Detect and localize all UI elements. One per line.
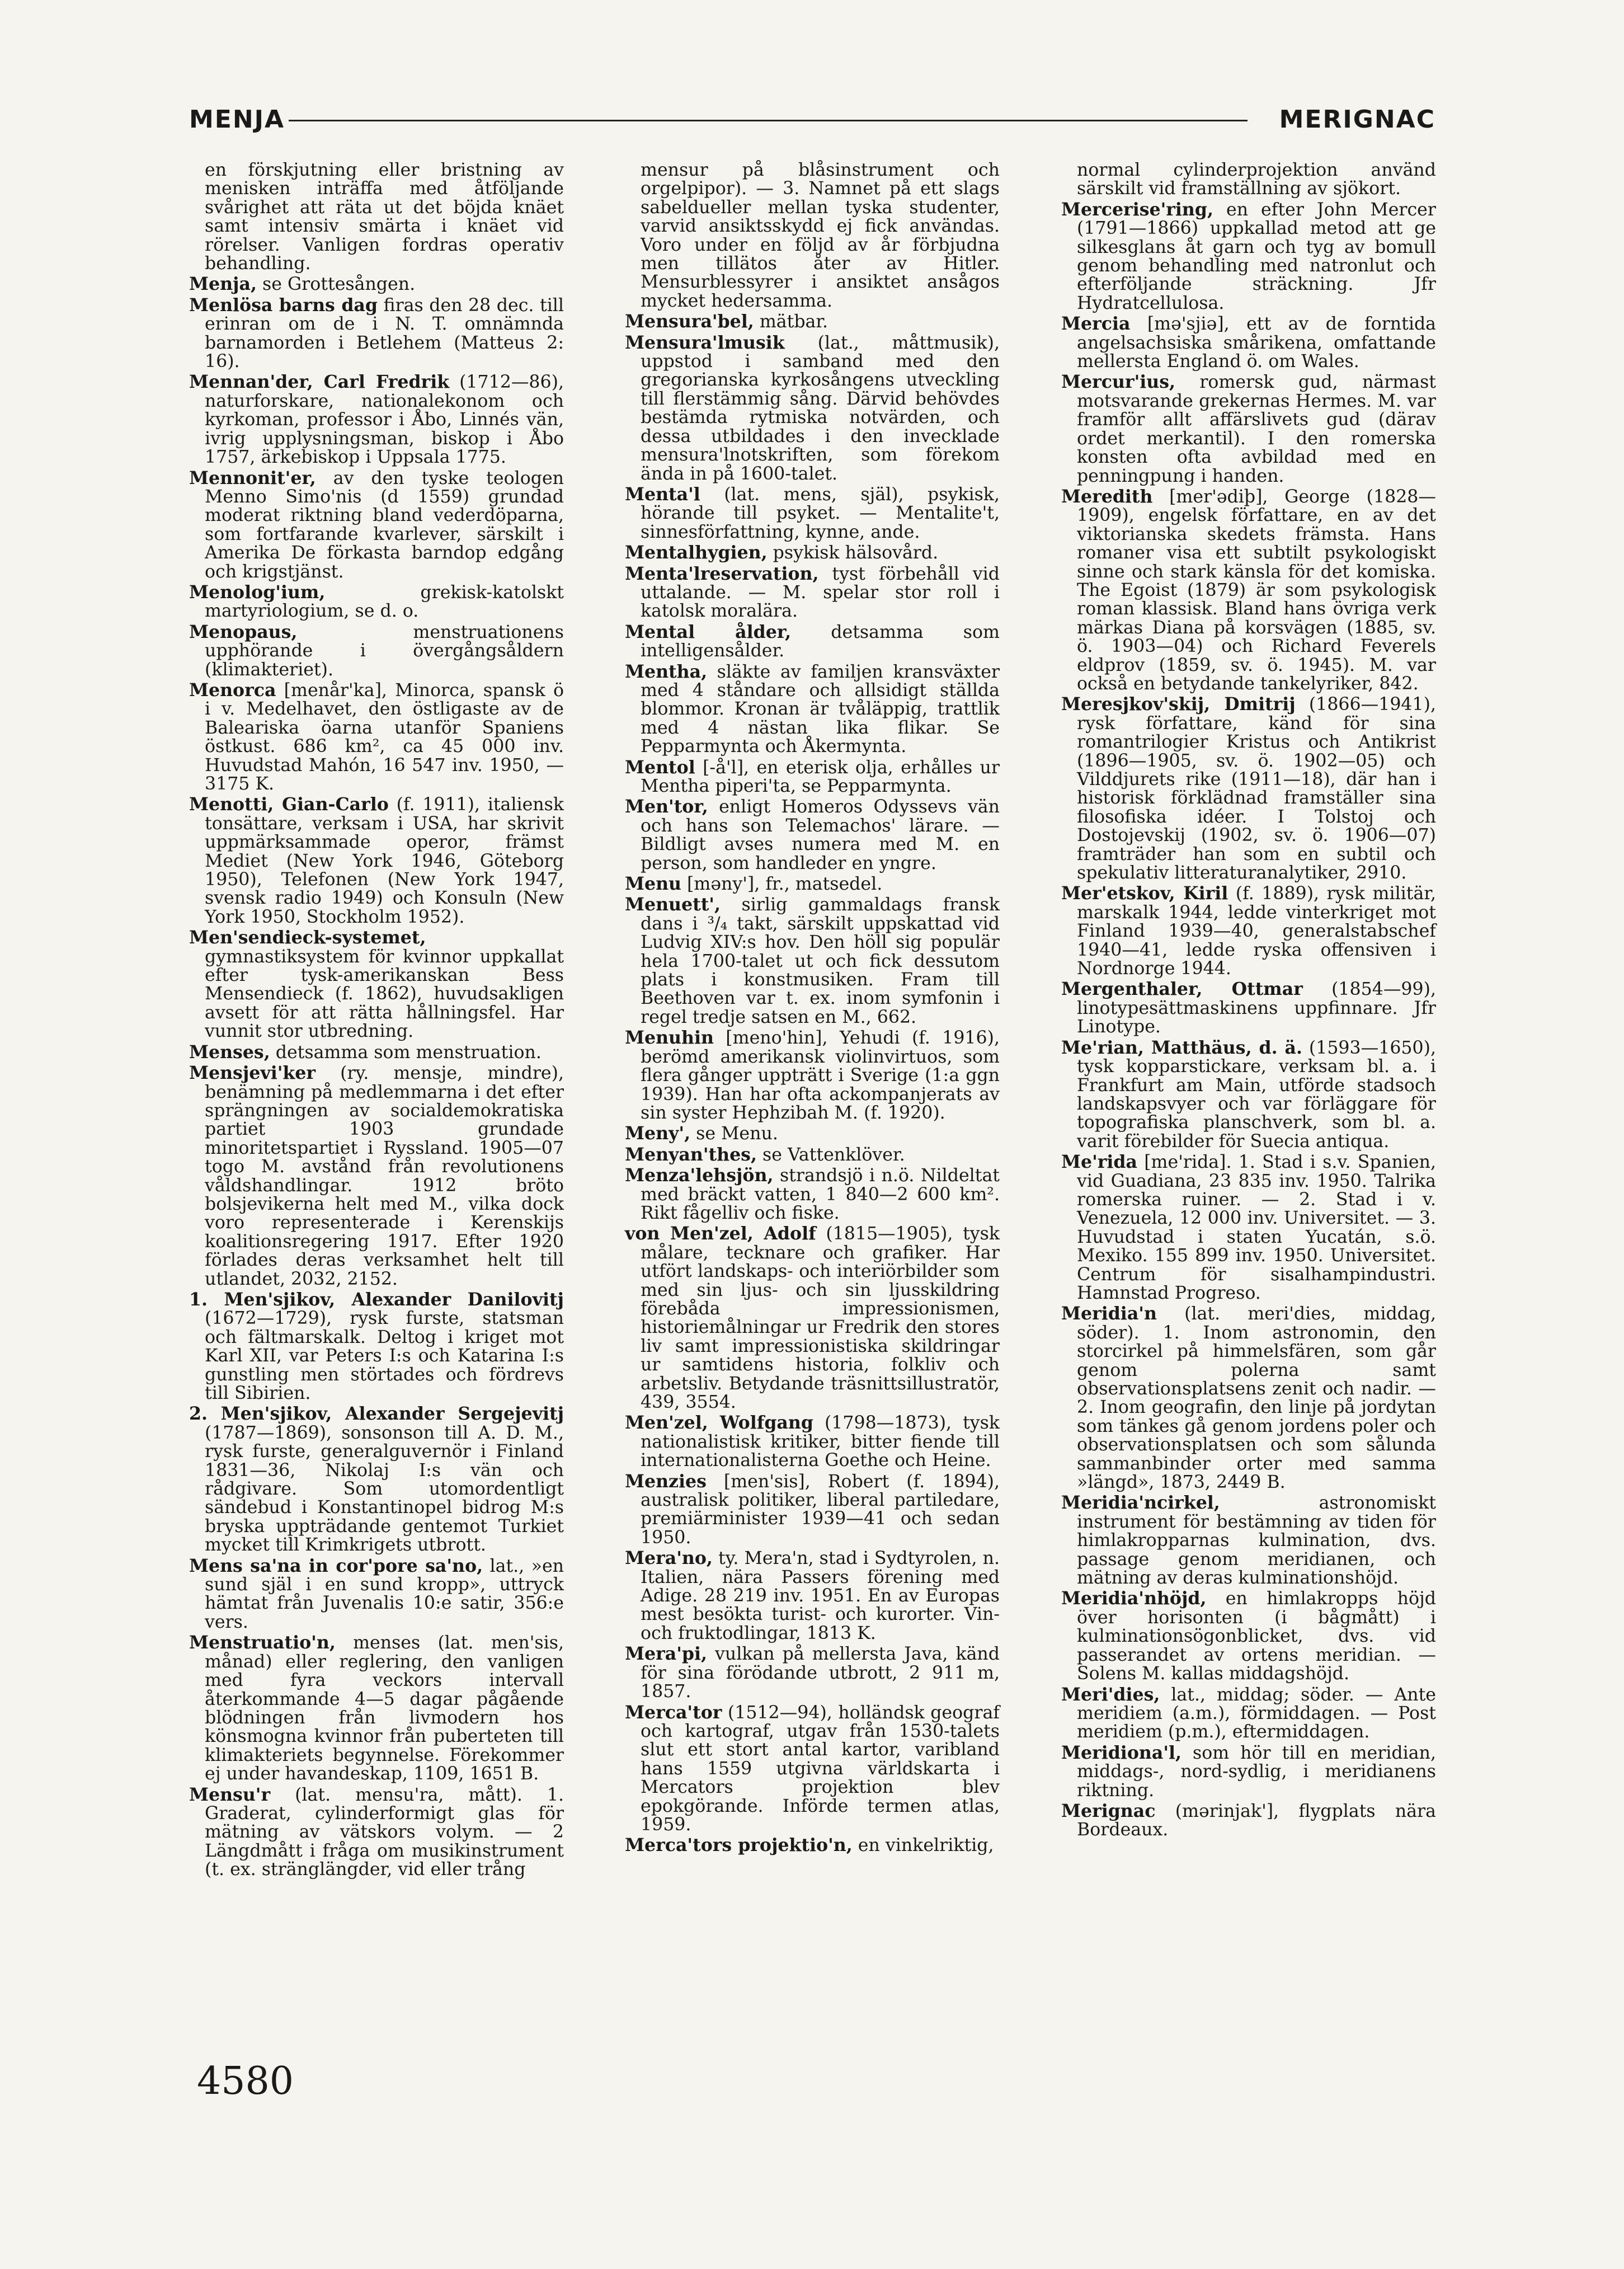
entry-text: (1854—99), linotypesättmaskinens uppfinnare. Jfr Linotype.: [1077, 979, 1436, 1037]
entry-headword: Menolog'ium,: [189, 581, 326, 603]
dictionary-entry: [625, 1549, 1000, 1643]
dictionary-entry: [625, 1224, 1000, 1412]
column-right: [1061, 161, 1436, 1841]
entry-headword: Meri'dies,: [1061, 1684, 1160, 1705]
entry-text: (1866—1941), rysk författare, känd för sina romantrilogier Kristus och Antikrist (1896—1905, sv. ö. 1902—05) och Vilddjurets rike (1911—18), där han i historisk förklädnad framställer sina filosofiska idéer. I Tolstoj och Dostojevskij (1902, sv. ö. 1906—07) framträder han som en subtil och spekulativ litteraturanalytiker, 2910.: [1077, 694, 1436, 884]
entry-text: (1672—1729), rysk furste, statsman och fältmarskalk. Deltog i kriget mot Karl XII, var Peters I:s och Katarina I:s gunstling men störtades och fördrevs till Sibirien.: [205, 1308, 564, 1403]
entry-headword: Meny',: [625, 1123, 691, 1144]
entry-headword: Merca'tor: [625, 1702, 722, 1723]
entry-headword: Merca'tors projektio'n,: [625, 1835, 853, 1856]
dictionary-entry: [1061, 1153, 1436, 1303]
dictionary-entry: [625, 1413, 1000, 1470]
entry-headword: Mennonit'er,: [189, 467, 316, 488]
entry-headword: von Men'zel, Adolf: [625, 1223, 816, 1244]
entry-text: firas den 28 dec. till erinran om de i N. T. omnämnda barnamorden i Betlehem (Matteus 2: 16).: [205, 295, 564, 372]
dictionary-entry: [1061, 1802, 1436, 1840]
dictionary-entry: [625, 543, 1000, 562]
entry-headword: 2. Men'sjikov, Alexander Sergejevitj: [189, 1403, 564, 1425]
dictionary-entry: [625, 1166, 1000, 1223]
entry-headword: Men'zel, Wolfgang: [625, 1412, 813, 1434]
header-rule: [289, 120, 1248, 121]
entry-headword: Menotti, Gian-Carlo: [189, 794, 389, 815]
entry-text: [me'rida]. 1. Stad i s.v. Spanien, vid Guadiana, 23 835 inv. 1950. Talrika romerska ruiner. — 2. Stad i v. Venezuela, 12 000 inv. Universitet. — 3. Huvudstad i staten Yucatán, s.ö. Mexiko. 155 899 inv. 1950. Universitet. Centrum för sisalhampindustri. Hamnstad Progreso.: [1077, 1152, 1436, 1303]
dictionary-entry: [189, 161, 564, 273]
dictionary-entry: [189, 795, 564, 927]
dictionary-entry: [625, 312, 1000, 331]
dictionary-entry: [189, 1043, 564, 1062]
entry-text: (1798—1873), tysk nationalistisk kritiker, bitter fiende till internationalisterna Goethe och Heine.: [641, 1413, 1000, 1471]
entry-text: se Grottesången.: [256, 274, 416, 295]
entry-text: astronomiskt instrument för bestämning av tiden för himlakropparnas kulmination, dvs. passage genom meridianen, och mätning av deras kulminationshöjd.: [1077, 1493, 1436, 1589]
entry-text: detsamma som intelligensålder.: [641, 622, 1000, 661]
entry-text: lat., middag; söder. — Ante meridiem (a.m.), förmiddagen. — Post meridiem (p.m.), eftermiddagen.: [1077, 1684, 1436, 1742]
entry-text: se Vattenklöver.: [756, 1144, 905, 1165]
entry-headword: Menuhin: [625, 1027, 714, 1049]
entry-headword: Meridiona'l,: [1061, 1742, 1182, 1763]
entry-text: ty. Mera'n, stad i Sydtyrolen, n. Italien, nära Passers förening med Adige. 28 219 inv. 1951. En av Europas mest besökta turist- och kurorter. Vin- och fruktodlingar, 1813 K.: [641, 1548, 1000, 1643]
dictionary-entry: [625, 333, 1000, 483]
dictionary-entry: [189, 1786, 564, 1880]
entry-headword: Menzies: [625, 1471, 707, 1492]
entry-headword: Meresjkov'skij, Dmitrij: [1061, 694, 1296, 715]
entry-text: menses (lat. men'sis, månad) eller reglering, den vanligen med fyra veckors intervall återkommande 4—5 dagar pågående blödningen från livmodern hos könsmogna kvinnor från puberteten till klimakteriets begynnelse. Förekommer ej under havandeskap, 1109, 1651 B.: [205, 1633, 564, 1784]
entry-headword: Merignac: [1061, 1800, 1156, 1821]
entry-text: lat., »en sund själ i en sund kropp», uttryck hämtat från Juvenalis 10:e satir, 356:e vers.: [205, 1556, 564, 1632]
dictionary-entry: [1061, 200, 1436, 313]
dictionary-entry: [1061, 1493, 1436, 1587]
entry-headword: Mercia: [1061, 313, 1131, 335]
entry-text: (mərinjak'], flygplats nära Bordeaux.: [1077, 1801, 1436, 1840]
dictionary-entry: [625, 1145, 1000, 1164]
running-header: [189, 103, 1435, 137]
entry-text: av den tyske teologen Menno Simo'nis (d 1559) grundad moderat riktning bland vederdöparna, som fortfarande kvarlever, särskilt i Amerika De förkasta barndop edgång och krigstjänst.: [205, 468, 564, 582]
dictionary-entry: [189, 583, 564, 621]
entry-text: romersk gud, närmast motsvarande grekernas Hermes. M. var framför allt affärslivets gud (därav ordet merkantil). I den romerska konsten ofta avbildad med en penningpung i handen.: [1077, 372, 1436, 486]
entry-headword: Menuett',: [625, 894, 721, 915]
entry-headword: Mer'etskov, Kiril: [1061, 883, 1228, 904]
entry-headword: Meridia'n: [1061, 1303, 1157, 1324]
dictionary-entry: [1061, 884, 1436, 978]
entry-headword: Menlösa barns dag: [189, 294, 378, 316]
entry-headword: Me'rian, Matthäus, d. ä.: [1061, 1037, 1302, 1058]
entry-text: mensur på blåsinstrument och orgelpipor). — 3. Namnet på ett slags sabeldueller mellan tyska studenter, varvid ansiktsskydd ej fick användas. Voro under en följd av år förbjudna men tillätos åter av Hitler. Mensurblessyrer i ansiktet ansågos mycket hedersamma.: [641, 160, 1000, 311]
entry-text: enligt Homeros Odyssevs vän och hans son Telemachos' lärare. — Bildligt avses numera med M. en person, som handleder en yngre.: [641, 797, 1000, 873]
dictionary-entry: [189, 681, 564, 793]
entry-headword: Mentha,: [625, 661, 708, 682]
dictionary-entry: [625, 663, 1000, 757]
entry-text: [menår'ka], Minorca, spansk ö i v. Medelhavet, den östligaste av de Baleariska öarna utanför Spaniens östkust. 686 km², ca 45 000 inv. Huvudstad Mahón, 16 547 inv. 1950, — 3175 K.: [205, 680, 564, 794]
dictionary-entry: [1061, 487, 1436, 693]
entry-text: psykisk hälsovård.: [767, 543, 939, 563]
dictionary-entry: [189, 1633, 564, 1783]
entry-headword: Menstruatio'n,: [189, 1632, 336, 1653]
entry-headword: Mera'pi,: [625, 1643, 707, 1665]
dictionary-entry: [189, 623, 564, 679]
header-left-word: MENJA: [189, 105, 285, 134]
entry-headword: Mennan'der, Carl Fredrik: [189, 372, 450, 393]
dictionary-entry: [1061, 1744, 1436, 1800]
entry-headword: Menta'l: [625, 483, 700, 505]
entry-text: tyst förbehåll vid uttalande. — M. spelar stor roll i katolsk moralära.: [641, 563, 1000, 622]
entry-text: sirlig gammaldags fransk dans i ³/₄ takt, särskilt uppskattad vid Ludvig XIV:s hov. Den höll sig populär hela 1700-talet ut och fick dessutom plats i konstmusiken. Fram till Beethoven var t. ex. inom symfonin i regel tredje satsen en M., 662.: [641, 895, 1000, 1027]
entry-headword: Meridia'nhöjd,: [1061, 1588, 1207, 1609]
entry-text: normal cylinderprojektion använd särskilt vid framställning av sjökort.: [1077, 160, 1436, 199]
entry-text: en vinkelriktig,: [852, 1835, 994, 1856]
entry-text: [mə'sjiə], ett av de forntida angelsachsiska smårikena, omfattande mellersta England ö. om Wales.: [1077, 314, 1436, 372]
entry-text: (1593—1650), tysk kopparstickare, verksam bl. a. i Frankfurt am Main, utförde stadsoch landskapsvyer och var förläggare för topografiska planschverk, som bl. a. varit förebilder för Suecia antiqua.: [1077, 1037, 1436, 1152]
entry-text: en förskjutning eller bristning av menisken inträffa med åtföljande svårighet att räta ut det böjda knäet samt intensiv smärta i knäet vid rörelser. Vanligen fordras operativ behandling.: [205, 160, 564, 274]
entry-headword: Mera'no,: [625, 1548, 713, 1569]
entry-headword: Mensura'bel,: [625, 311, 754, 332]
column-middle: [625, 161, 1000, 1857]
entry-headword: Menses,: [189, 1041, 270, 1063]
entry-text: menstruationens upphörande i övergångsåldern (klimakteriet).: [205, 622, 564, 680]
dictionary-entry: [625, 875, 1000, 894]
entry-headword: Mental ålder,: [625, 621, 792, 642]
entry-headword: Menja,: [189, 274, 257, 295]
dictionary-entry: [625, 1836, 1000, 1855]
entry-headword: Mercerise'ring,: [1061, 199, 1213, 220]
dictionary-entry: [1061, 1304, 1436, 1492]
entry-text: (f. 1889), rysk militär, marskalk 1944, ledde vinterkriget mot Finland 1939—40, generalstabschef 1940—41, ledde ryska offensiven i Nordnorge 1944.: [1077, 884, 1436, 979]
entry-headword: Mentol: [625, 757, 695, 778]
dictionary-entry: [189, 296, 564, 372]
dictionary-entry: [625, 797, 1000, 873]
dictionary-entry: [625, 485, 1000, 542]
dictionary-entry: [189, 373, 564, 467]
dictionary-entry: [1061, 1589, 1436, 1683]
dictionary-entry: [625, 895, 1000, 1027]
page-number: 4580: [197, 2059, 294, 2103]
entry-headword: Menu: [625, 873, 682, 895]
entry-text: mätbar.: [754, 312, 829, 332]
entry-headword: Me'rida: [1061, 1152, 1137, 1173]
dictionary-entry: [625, 565, 1000, 621]
entry-text: [men'sis], Robert (f. 1894), australisk politiker, liberal partiledare, premiärminister 1939—41 och sedan 1950.: [641, 1471, 1000, 1548]
entry-text: (1512—94), holländsk geograf och kartograf, utgav från 1530-talets slut ett stort antal kartor, varibland hans 1559 utgivna världskarta i Mercators projektion blev epokgörande. Införde termen atlas, 1959.: [641, 1702, 1000, 1835]
header-right-word: MERIGNAC: [1279, 105, 1435, 134]
dictionary-entry: [1061, 314, 1436, 371]
dictionary-entry: [189, 1290, 564, 1403]
entry-text: [məny'], fr., matsedel.: [681, 874, 883, 895]
dictionary-entry: [1061, 1685, 1436, 1742]
entry-headword: Mercur'ius,: [1061, 372, 1176, 393]
entry-text: (lat. meri'dies, middag, söder). 1. Inom astronomin, den storcirkel på himmelsfären, som går genom polerna samt observationsplatsens zenit och nadir. — 2. Inom geografin, den linje på jordytan som tänkes gå genom jordens poler och observationsplatsen och som sålunda sammanbinder orter med samma »längd», 1873, 2449 B.: [1077, 1304, 1436, 1493]
dictionary-entry: [625, 1703, 1000, 1835]
dictionary-entry: [625, 1645, 1000, 1701]
dictionary-entry: [189, 928, 564, 1041]
dictionary-entry: [1061, 1039, 1436, 1151]
entry-text: (1712—86), naturforskare, nationalekonom och kyrkoman, professor i Åbo, Linnés vän, ivrig upplysningsman, biskop i Åbo 1757, ärkebiskop i Uppsala 1775.: [205, 372, 564, 468]
entry-text: detsamma som menstruation.: [270, 1042, 542, 1063]
entry-text: (ry. mensje, mindre), benämning på medlemmarna i det efter sprängningen av socialdemokratiska partiet 1903 grundade minoritetspartiet i Ryssland. 1905—07 togo M. avstånd från revolutionens våldshandlingar. 1912 bröto bolsjevikerna helt med M., vilka dock voro representerade i Kerenskijs koalitionsregering 1917. Efter 1920 förlades deras verksamhet helt till utlandet, 2032, 2152.: [205, 1063, 564, 1289]
entry-headword: Menta'lreservation,: [625, 563, 819, 584]
entry-headword: Meredith: [1061, 486, 1153, 507]
entry-text: vulkan på mellersta Java, känd för sina förödande utbrott, 2 911 m, 1857.: [641, 1644, 1000, 1702]
entry-text: en himlakropps höjd över horisonten (i bågmått) i kulminationsögonblicket, dvs. vid passerandet av ortens meridian. — Solens M. kallas middagshöjd.: [1077, 1589, 1436, 1684]
dictionary-entry: [1061, 980, 1436, 1036]
entry-text: (1787—1869), sonsonson till A. D. M., rysk furste, generalguvernör i Finland 1831—36, Nikolaj I:s vän och rådgivare. Som utomordentligt sändebud i Konstantinopel bidrog M:s bryska uppträdande gentemot Turkiet mycket till Krimkrigets utbrott.: [205, 1422, 564, 1556]
entry-text: (1815—1905), tysk målare, tecknare och grafiker. Har utfört landskaps- och interiörbilder som med sin ljus- och sin ljusskildring förebåda impressionismen, historiemålningar ur Fredrik den stores liv samt impressionistiska skildringar ur samtidens historia, folkliv och arbetsliv. Betydande träsnittsillustratör, 439, 3554.: [641, 1224, 1000, 1412]
dictionary-entry: [625, 1028, 1000, 1122]
entry-text: grekisk-katolskt martyriologium, se d. o.: [205, 582, 564, 622]
entry-text: (f. 1911), italiensk tonsättare, verksam i USA, har skrivit uppmärksammade operor, främst Mediet (New York 1946, Göteborg 1950), Telefonen (New York 1947, svensk radio 1949) och Konsuln (New York 1950, Stockholm 1952).: [205, 795, 564, 927]
entry-headword: Menorca: [189, 679, 276, 701]
entry-text: (lat. mensu'ra, mått). 1. Graderat, cylinderformigt glas för mätning av vätskors volym. — 2 Längdmått i fråga om musikinstrument (t. ex. stränglängder, vid eller trång: [205, 1784, 564, 1880]
entry-headword: 1. Men'sjikov, Alexander Danilovitj: [189, 1289, 564, 1310]
dictionary-entry: [625, 623, 1000, 661]
entry-headword: Men'tor,: [625, 796, 708, 818]
entry-headword: Mentalhygien,: [625, 542, 768, 563]
dictionary-entry: [189, 1557, 564, 1632]
entry-text: gymnastiksystem för kvinnor uppkallat efter tysk-amerikanskan Bess Mensendieck (f. 1862), huvudsakligen avsett för att rätta hållningsfel. Har vunnit stor utbredning.: [205, 946, 564, 1042]
entry-headword: Mensjevi'ker: [189, 1063, 316, 1084]
entry-headword: Mensu'r: [189, 1784, 271, 1805]
entry-text: släkte av familjen kransväxter med 4 ståndare och allsidigt ställda blommor. Kronan är tvåläppig, trattlik med 4 nästan lika flikar. Se Pepparmynta och Åkermynta.: [641, 661, 1000, 757]
dictionary-entry: [625, 1124, 1000, 1143]
dictionary-entry: [189, 1404, 564, 1554]
entry-headword: Mens sa'na in cor'pore sa'no,: [189, 1555, 483, 1576]
dictionary-entry: [1061, 373, 1436, 485]
entry-headword: Meridia'ncirkel,: [1061, 1492, 1220, 1514]
entry-text: [meno'hin], Yehudi (f. 1916), berömd amerikansk violinvirtuos, som flera gånger uppträtt i Sverige (1:a ggn 1939). Han har ofta ackompanjerats av sin syster Hephzibah M. (f. 1920).: [641, 1028, 1000, 1123]
dictionary-entry: [189, 275, 564, 294]
dictionary-entry: [189, 469, 564, 581]
entry-text: strandsjö i n.ö. Nildeltat med bräckt vatten, 1 840—2 600 km². Rikt fågelliv och fiske.: [641, 1166, 1000, 1223]
entry-headword: Menyan'thes,: [625, 1144, 757, 1165]
entry-headword: Mergenthaler, Ottmar: [1061, 979, 1303, 1000]
dictionary-entry: [1061, 695, 1436, 882]
entry-text: som hör till en meridian, middags-, nord-sydlig, i meridianens riktning.: [1077, 1742, 1436, 1801]
column-left: [189, 161, 564, 1881]
entry-text: (lat., måttmusik), uppstod i samband med den gregorianska kyrkosångens utveckling till flerstämmig sång. Därvid behövdes bestämda rytmiska notvärden, och dessa utbildades i den invecklade mensura'lnotskriften, som förekom ända in på 1600-talet.: [641, 332, 1000, 484]
entry-headword: Men'sendieck-systemet,: [189, 927, 426, 948]
entry-text: [-å'l], en eterisk olja, erhålles ur Mentha piperi'ta, se Pepparmynta.: [641, 757, 1000, 796]
entry-headword: Mensura'lmusik: [625, 332, 785, 353]
dictionary-entry: [625, 758, 1000, 796]
entry-text: en efter John Mercer (1791—1866) uppkallad metod att ge silkesglans åt garn och tyg av bomull genom behandling med natronlut och efterföljande sträckning. Jfr Hydratcellulosa.: [1077, 199, 1436, 313]
entry-text: (lat. mens, själ), psykisk, hörande till psyket. — Mentalite't, sinnesförfattning, kynne, ande.: [641, 484, 1000, 542]
dictionary-entry: [1061, 161, 1436, 199]
entry-headword: Menopaus,: [189, 621, 298, 642]
entry-headword: Menza'lehsjön,: [625, 1165, 774, 1186]
entry-text: se Menu.: [690, 1124, 778, 1144]
dictionary-entry: [625, 161, 1000, 311]
entry-text: [mer'ədiþ], George (1828—1909), engelsk författare, en av det viktorianska skedets främsta. Hans romaner visa ett subtilt psykologiskt sinne och stark känsla för det komiska. The Egoist (1879) är som psykologisk roman klassisk. Bland hans övriga verk märkas Diana på korsvägen (1885, sv. ö. 1903—04) och Richard Feverels eldprov (1859, sv. ö. 1945). M. var också en betydande tankelyriker, 842.: [1077, 486, 1436, 694]
dictionary-entry: [625, 1472, 1000, 1548]
dictionary-entry: [189, 1064, 564, 1289]
